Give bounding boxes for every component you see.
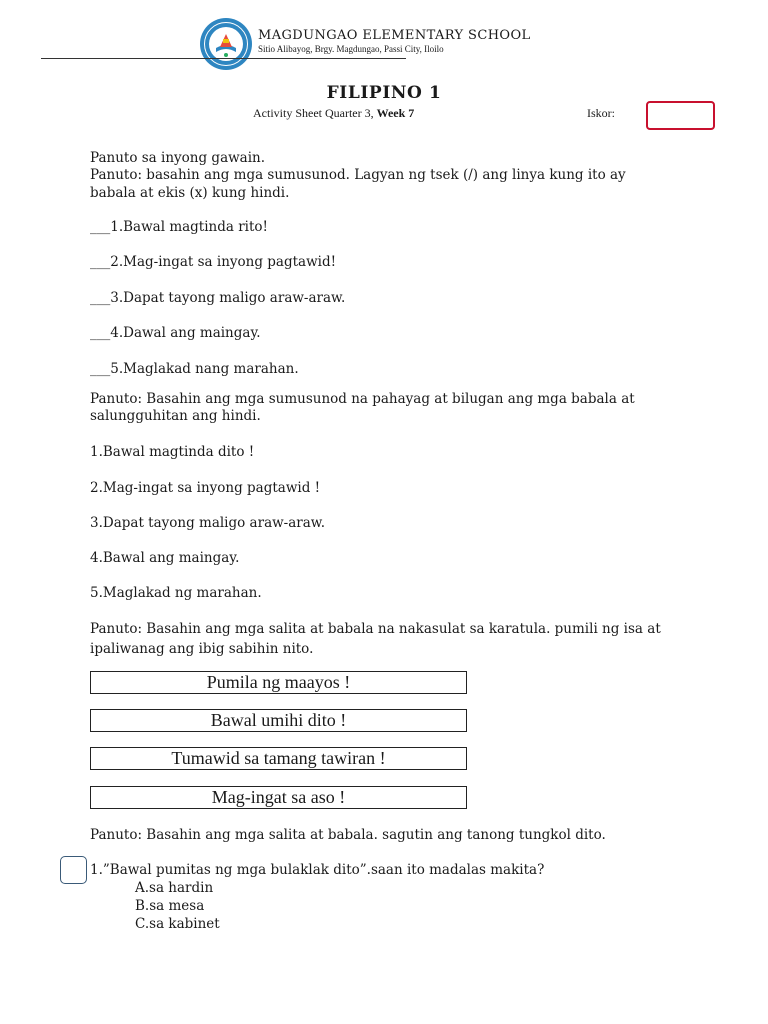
choice-c: C.sa kabinet (135, 916, 220, 932)
sign-box-3: Tumawid sa tamang tawiran ! (90, 747, 467, 770)
choice-b: B.sa mesa (135, 898, 205, 914)
worksheet-subtitle (253, 106, 414, 121)
sign-box-1: Pumila ng maayos ! (90, 671, 467, 694)
section4-question: 1.”Bawal pumitas ng mga bulaklak dito”.saan ito madalas makita? (90, 862, 545, 878)
section3-instruction-line1: Panuto: Basahin ang mga salita at babala na nakasulat sa karatula. pumili ng isa at (90, 621, 661, 637)
header-divider (41, 58, 406, 59)
worksheet-title: FILIPINO 1 (326, 83, 442, 103)
subtitle-quarter: Activity Sheet Quarter 3, (253, 106, 377, 120)
section3-instruction-line2: ipaliwanag ang ibig sabihin nito. (90, 641, 314, 657)
section2-instruction-line1: Panuto: Basahin ang mga sumusunod na pahayag at bilugan ang mga babala at (90, 391, 635, 407)
school-name: MAGDUNGAO ELEMENTARY SCHOOL (258, 28, 531, 43)
section1-item-2: ___2.Mag-ingat sa inyong pagtawid! (90, 254, 337, 270)
section1-item-5: ___5.Maglakad nang marahan. (90, 361, 299, 377)
section4-instruction: Panuto: Basahin ang mga salita at babala. sagutin ang tanong tungkol dito. (90, 827, 606, 843)
section1-item-4: ___4.Dawal ang maingay. (90, 325, 261, 341)
subtitle-week: Week 7 (376, 106, 415, 120)
section1-heading: Panuto sa inyong gawain. (90, 150, 266, 166)
section2-item-4: 4.Bawal ang maingay. (90, 550, 240, 566)
section2-item-2: 2.Mag-ingat sa inyong pagtawid ! (90, 480, 321, 496)
choice-a: A.sa hardin (135, 880, 214, 896)
section1-item-1: ___1.Bawal magtinda rito! (90, 219, 268, 235)
score-label: Iskor: (587, 106, 615, 120)
school-address: Sitio Alibayog, Brgy. Magdungao, Passi City, Iloilo (258, 44, 444, 54)
section1-instruction-line1: Panuto: basahin ang mga sumusunod. Lagyan ng tsek (/) ang linya kung ito ay (90, 167, 626, 183)
answer-box[interactable] (60, 856, 87, 884)
section1-instruction-line2: babala at ekis (x) kung hindi. (90, 185, 290, 201)
sign-box-2: Bawal umihi dito ! (90, 709, 467, 732)
section1-item-3: ___3.Dapat tayong maligo araw-araw. (90, 290, 346, 306)
section2-instruction-line2: salungguhitan ang hindi. (90, 408, 261, 424)
sign-box-4: Mag-ingat sa aso ! (90, 786, 467, 809)
score-box[interactable] (646, 101, 715, 130)
school-logo (199, 17, 253, 71)
section2-item-5: 5.Maglakad ng marahan. (90, 585, 262, 601)
section2-item-1: 1.Bawal magtinda dito ! (90, 444, 255, 460)
section2-item-3: 3.Dapat tayong maligo araw-araw. (90, 515, 326, 531)
